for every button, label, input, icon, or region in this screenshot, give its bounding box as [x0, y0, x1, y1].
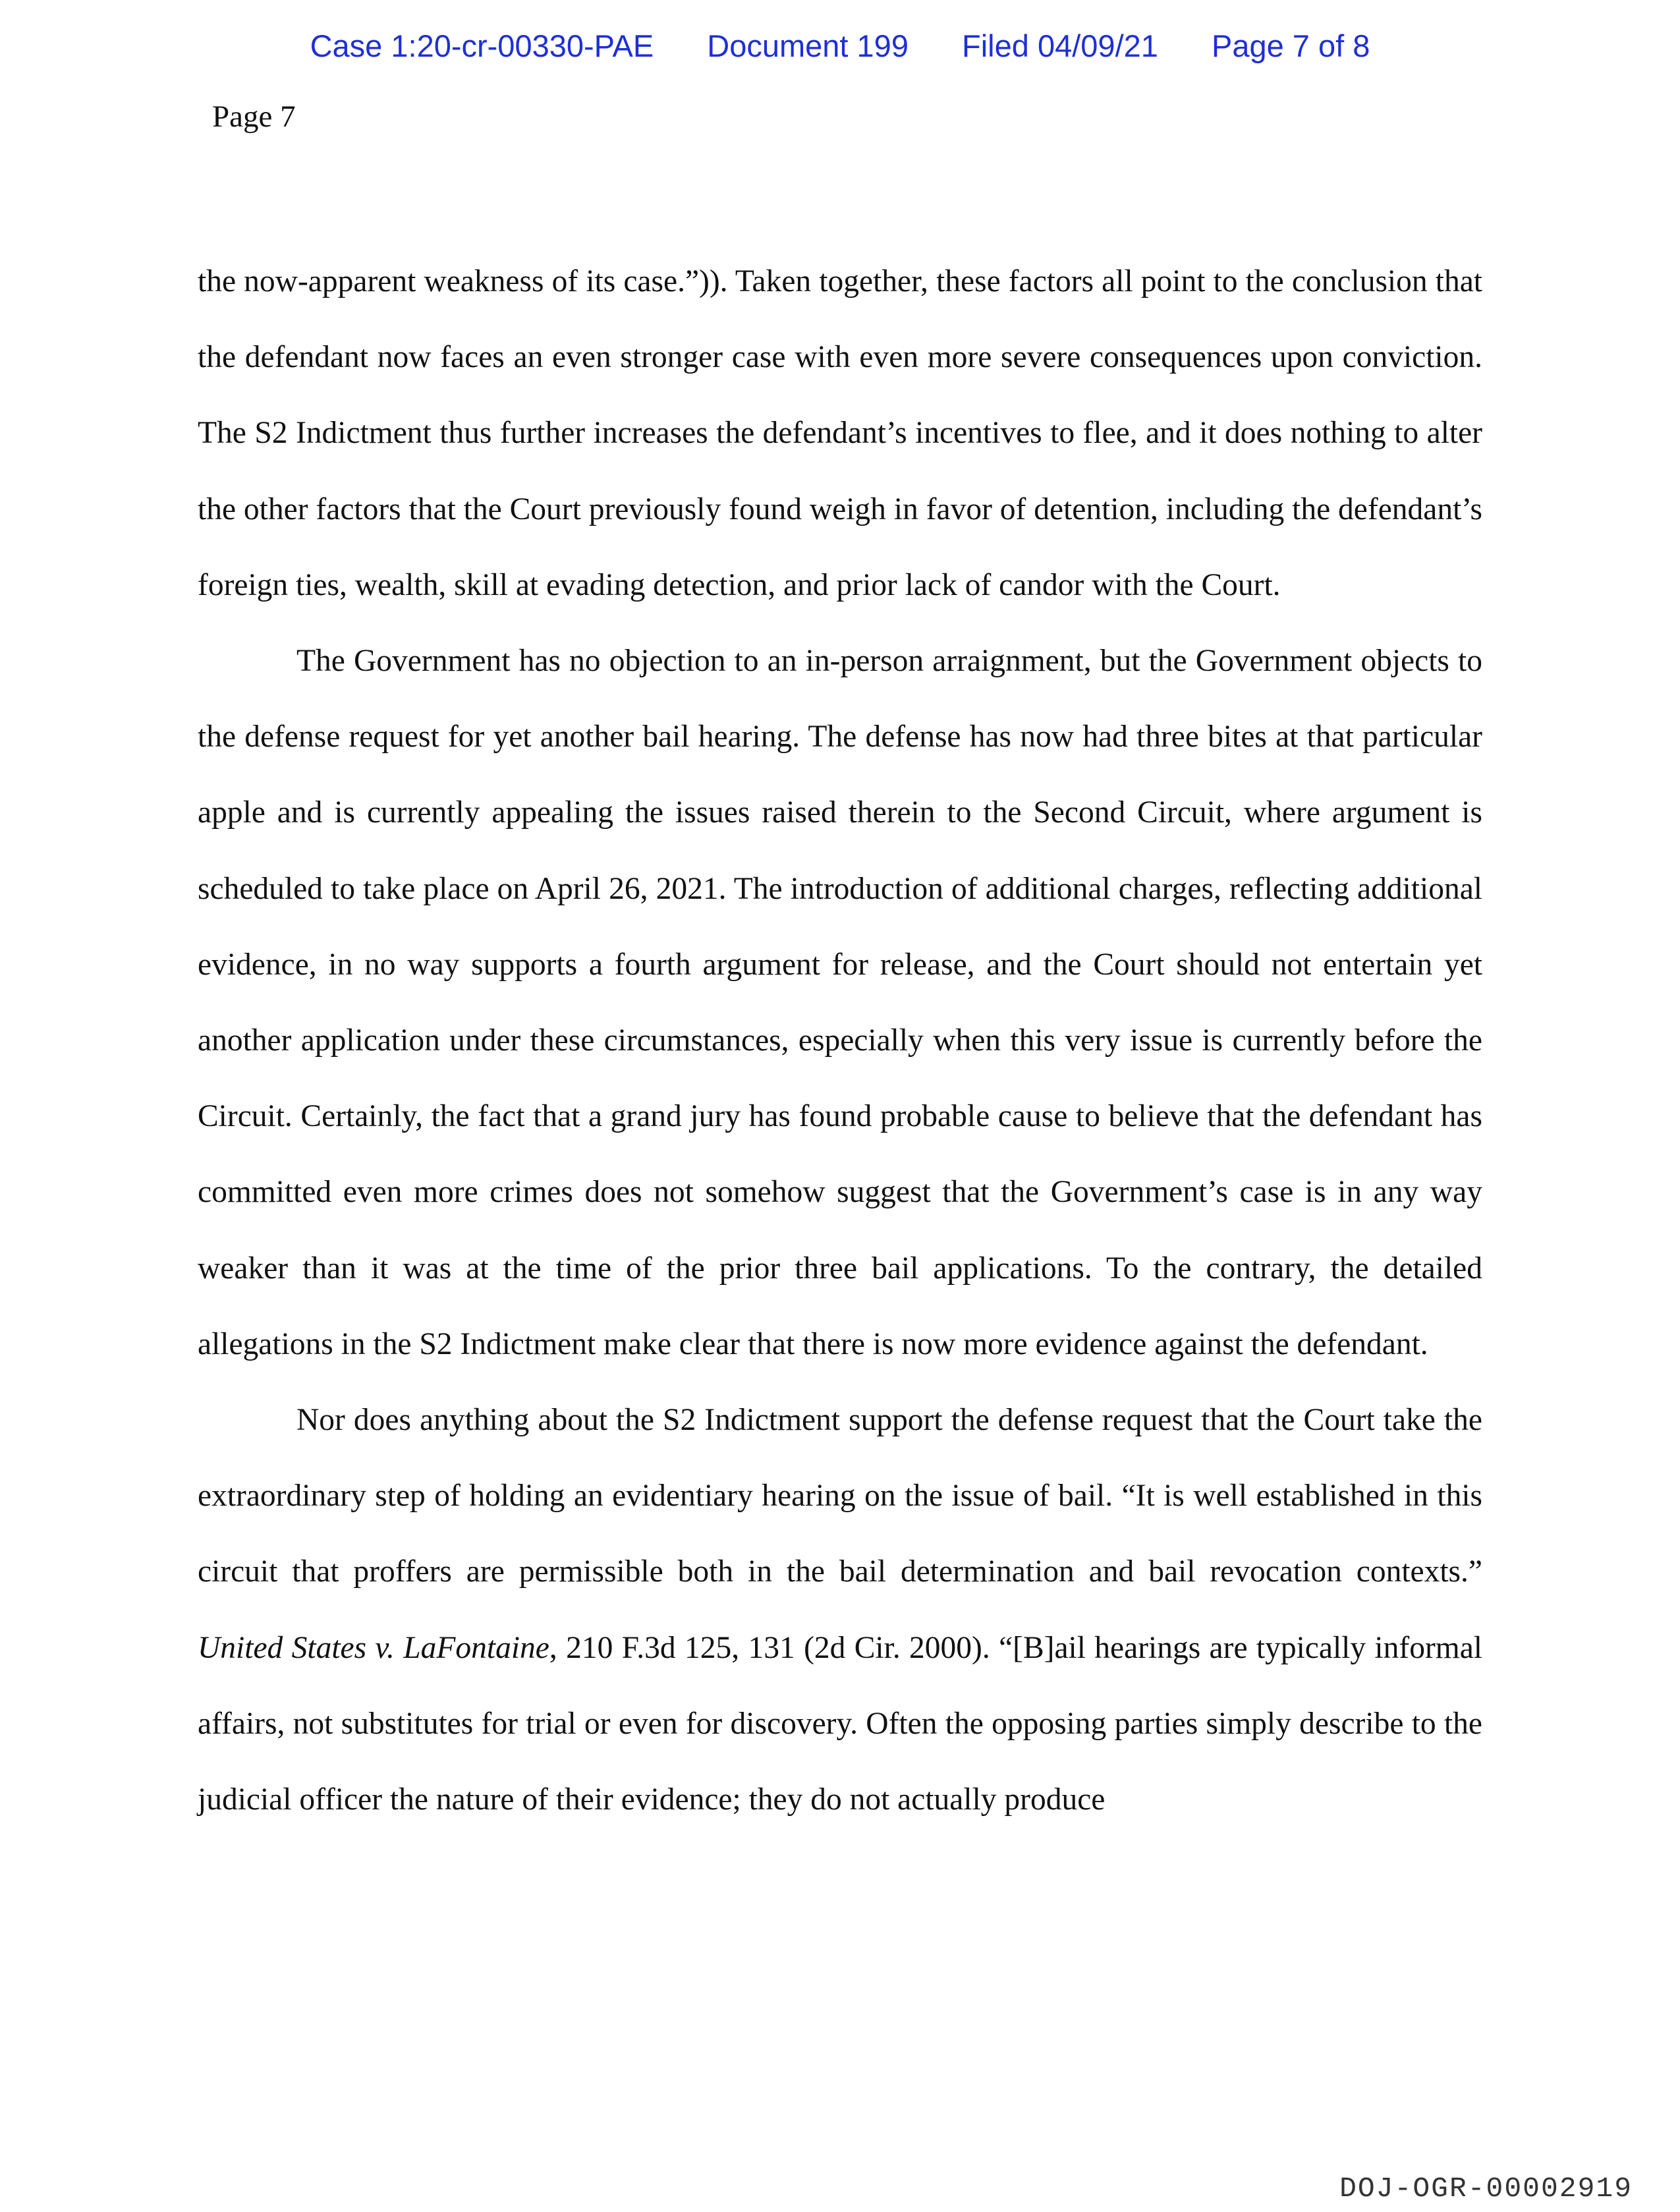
paragraph-bail-hearing: The Government has no objection to an in-person arraignment, but the Government objects to the defense request for yet another bail hearing. The defense has now had three bites at that particular apple and is currently appealing the issues raised therein to the Second Circuit, where argument is scheduled to take place on April 26, 2021. The introduction of additional charges, reflecting additional evidence, in no way supports a fourth argument for release, and the Court should not entertain yet another application under these circumstances, especially when this very issue is currently before the Circuit. Certainly, the fact that a grand jury has found probable cause to believe that the defendant has committed even more crimes does not somehow suggest that the Government’s case is in any way weaker than it was at the time of the prior three bail applications. To the contrary, the detailed allegations in the S2 Indictment make clear that there is now more evidence against the defendant. [198, 644, 1482, 1361]
paragraph-continued: the now-apparent weakness of its case.”)). Taken together, these factors all point to the conclusion that the defendant now faces an even stronger case with even more severe consequences upon conviction. The S2 Indictment thus further increases the defendant’s incentives to flee, and it does nothing to alter the other factors that the Court previously found weigh in favor of detention, including the defendant’s foreign ties, wealth, skill at evading detection, and prior lack of candor with the Court. [198, 264, 1482, 602]
paragraph-text-after-citation: , 210 F.3d 125, 131 (2d Cir. 2000). “[B]ail hearings are typically informal affairs, not substitutes for trial or even for discovery. Often the opposing parties simply describe to the judicial officer the nature of their evidence; they do not actually produce [198, 1630, 1482, 1817]
case-citation-name: United States v. LaFontaine [198, 1630, 549, 1665]
filed-date: Filed 04/09/21 [962, 28, 1158, 63]
case-number: Case 1:20-cr-00330-PAE [310, 28, 654, 63]
letter-body [198, 244, 1482, 1838]
paragraph-evidentiary-hearing [198, 1382, 1482, 1838]
page-count: Page 7 of 8 [1211, 28, 1370, 63]
page-label: Page 7 [212, 99, 296, 134]
document-number: Document 199 [707, 28, 909, 63]
paragraph-text-before-citation: Nor does anything about the S2 Indictment support the defense request that the Court take the extraordinary step of holding an evidentiary hearing on the issue of bail. “It is well established in this circuit that proffers are permissible both in the bail determination and bail revocation contexts.” [198, 1403, 1482, 1589]
ecf-filing-header [0, 28, 1680, 64]
bates-number: DOJ-OGR-00002919 [1339, 2172, 1633, 2205]
